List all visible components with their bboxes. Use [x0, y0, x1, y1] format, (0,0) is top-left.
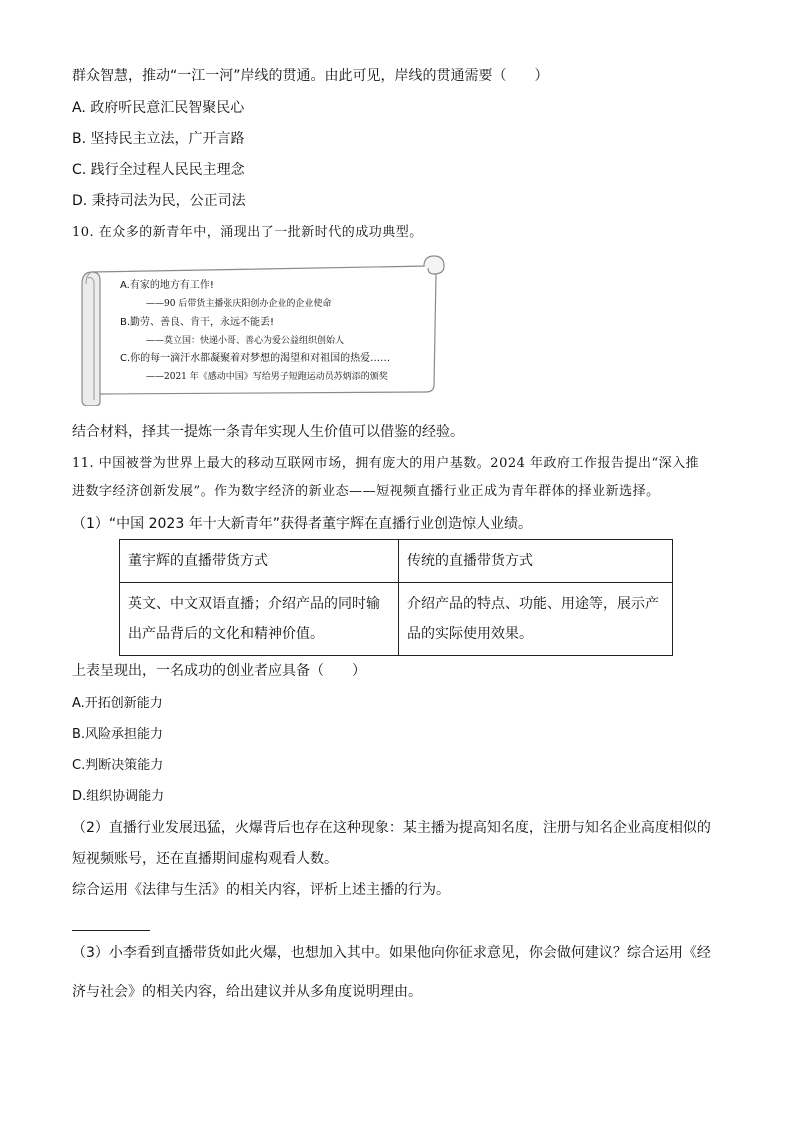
q9-option-c: C. 践行全过程人民民主理念 — [72, 162, 245, 178]
q10-task: 结合材料，择其一提炼一条青年实现人生价值可以借鉴的经验。 — [72, 424, 464, 440]
q11-part2-task: 综合运用《法律与生活》的相关内容，评析上述主播的行为。 — [72, 882, 450, 898]
table-cell-line: 出产品背后的文化和精神价值。 — [128, 626, 324, 642]
table-header-cell: 董宇辉的直播带货方式 — [120, 540, 399, 583]
scroll-quote-c: C.你的每一滴汗水都凝聚着对梦想的渴望和对祖国的热爱…… — [120, 353, 391, 364]
table-header-row — [120, 540, 673, 583]
scroll-quote-a: A.有家的地方有工作! — [120, 280, 214, 291]
q11-stem-line1: 11. 中国被誉为世界上最大的移动互联网市场，拥有庞大的用户基数。2024 年政府工作报告提出“深入推 — [72, 456, 700, 471]
q11-part3-line1: （3）小李看到直播带货如此火爆，也想加入其中。如果他向你征求意见，你会做何建议？综合运用《经 — [72, 945, 711, 961]
q11-option-c: C.判断决策能力 — [72, 758, 164, 773]
q9-option-a: A. 政府听民意汇民智聚民心 — [72, 100, 245, 116]
q11-option-b: B.风险承担能力 — [72, 727, 164, 742]
table-cell-line: 英文、中文双语直播；介绍产品的同时输 — [128, 596, 380, 612]
q11-part1-question: 上表呈现出，一名成功的创业者应具备（ ） — [72, 663, 366, 679]
quote-scroll-figure — [78, 254, 446, 406]
q11-stem-line2: 进数字经济创新发展”。作为数字经济的新业态——短视频直播行业正成为青年群体的择业新选择。 — [72, 484, 660, 499]
table-cell — [399, 583, 673, 656]
scroll-source-b: ——莫立国：快递小哥、善心为爱公益组织创始人 — [146, 336, 345, 346]
comparison-table — [119, 539, 673, 656]
q11-part1-intro: （1）“中国 2023 年十大新青年”获得者董宇辉在直播行业创造惊人业绩。 — [72, 516, 532, 532]
q11-part2-line2: 短视频账号，还在直播期间虚构观看人数。 — [72, 851, 338, 867]
q9-stem: 群众智慧，推动“一江一河”岸线的贯通。由此可见，岸线的贯通需要（ ） — [72, 68, 549, 84]
table-cell-line: 介绍产品的特点、功能、用途等，展示产 — [407, 596, 659, 612]
table-cell-line: 品的实际使用效果。 — [407, 626, 533, 642]
table-header-cell: 传统的直播带货方式 — [399, 540, 673, 583]
q10-stem: 10. 在众多的新青年中，涌现出了一批新时代的成功典型。 — [72, 225, 423, 240]
q11-part3-line2: 济与社会》的相关内容，给出建议并从多角度说明理由。 — [72, 984, 422, 1000]
answer-separator-rule — [72, 930, 150, 931]
q9-option-b: B. 坚持民主立法，广开言路 — [72, 131, 245, 147]
table-row — [120, 583, 673, 656]
scroll-quote-b: B.勤劳、善良、肯干，永远不能丢! — [120, 317, 275, 328]
q11-option-d: D.组织协调能力 — [72, 789, 165, 804]
q11-option-a: A.开拓创新能力 — [72, 696, 163, 711]
q9-option-d: D. 秉持司法为民，公正司法 — [72, 193, 246, 209]
q11-part2-line1: （2）直播行业发展迅猛，火爆背后也存在这种现象：某主播为提高知名度，注册与知名企业高度相似的 — [72, 820, 711, 836]
scroll-source-c: ——2021 年《感动中国》写给男子短跑运动员苏炳添的颁奖 — [146, 372, 388, 382]
table-cell — [120, 583, 399, 656]
scroll-source-a: ——90 后带货主播张庆阳创办企业的企业使命 — [146, 299, 332, 309]
